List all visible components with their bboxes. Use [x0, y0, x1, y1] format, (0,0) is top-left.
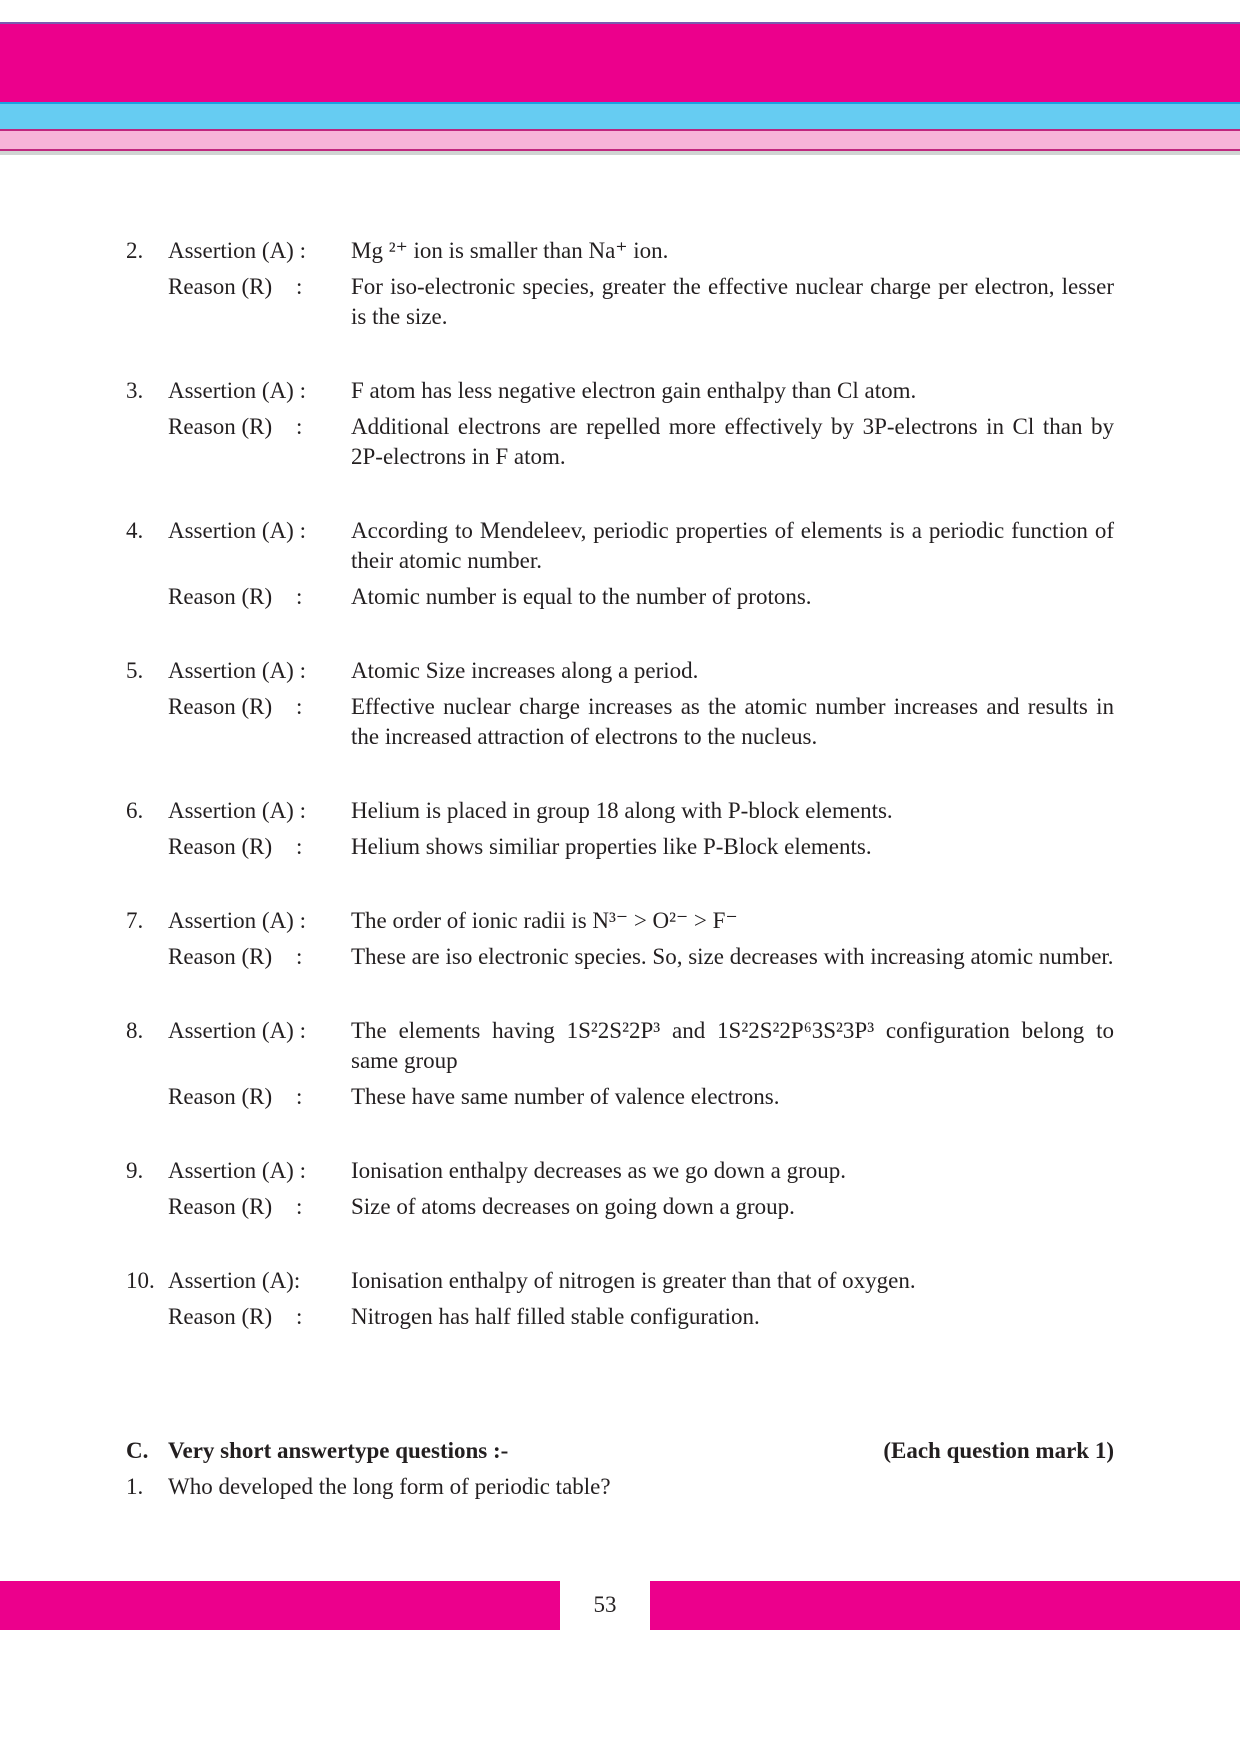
assertion-row [126, 796, 1114, 826]
reason-row [126, 412, 1114, 472]
item-number: 9. [126, 1158, 144, 1183]
spacer [311, 376, 351, 406]
assertion-row [126, 656, 1114, 686]
header-magenta-band [0, 24, 1240, 102]
reason-colon: : [296, 694, 303, 719]
reason-label: Reason (R) [168, 1084, 273, 1109]
assertion-label: Assertion (A) : [168, 378, 306, 403]
reason-label: Reason (R) [168, 694, 273, 719]
footer-band-left [0, 1581, 560, 1630]
question-number: 1. [126, 1474, 144, 1499]
footer-band-right [650, 1581, 1240, 1630]
item-number: 2. [126, 238, 144, 263]
section-c [126, 1436, 1114, 1502]
spacer [311, 796, 351, 826]
assertion-label: Assertion (A) : [168, 908, 306, 933]
assertion-row [126, 1016, 1114, 1076]
reason-text: Effective nuclear charge increases as the atomic number increases and results in the increased attraction of electrons to the nucleus. [351, 694, 1114, 749]
spacer [311, 906, 351, 936]
spacer [311, 656, 351, 686]
assertion-text: The elements having 1S²2S²2P³ and 1S²2S²2P⁶3S²3P³ configuration belong to same group [351, 1018, 1114, 1073]
assertion-text: According to Mendeleev, periodic properties of elements is a periodic function of their atomic number. [351, 518, 1114, 573]
assertion-label: Assertion (A) : [168, 518, 306, 543]
assertion-row [126, 1156, 1114, 1186]
reason-label: Reason (R) [168, 834, 273, 859]
header-gray-line [0, 151, 1240, 155]
reason-text: For iso-electronic species, greater the effective nuclear charge per electron, lesser is the size. [351, 274, 1114, 329]
assertion-row [126, 236, 1114, 266]
spacer [311, 236, 351, 266]
assertion-reason-list [126, 236, 1114, 1376]
header-blue-band [0, 104, 1240, 129]
reason-colon: : [296, 274, 303, 299]
assertion-reason-item [126, 796, 1114, 862]
assertion-reason-item [126, 1016, 1114, 1112]
assertion-label: Assertion (A): [168, 1268, 301, 1293]
assertion-text: Atomic Size increases along a period. [351, 658, 699, 683]
assertion-reason-item [126, 1156, 1114, 1222]
assertion-text: Helium is placed in group 18 along with P-block elements. [351, 798, 893, 823]
spacer [311, 1266, 351, 1296]
item-number: 4. [126, 518, 144, 543]
assertion-reason-item [126, 1266, 1114, 1332]
reason-colon: : [296, 1304, 303, 1329]
reason-colon: : [296, 584, 303, 609]
assertion-text: Ionisation enthalpy of nitrogen is greater than that of oxygen. [351, 1268, 916, 1293]
reason-label: Reason (R) [168, 1194, 273, 1219]
reason-colon: : [296, 1194, 303, 1219]
spacer [311, 1156, 351, 1186]
reason-label: Reason (R) [168, 274, 273, 299]
assertion-reason-item [126, 516, 1114, 612]
reason-label: Reason (R) [168, 1304, 273, 1329]
assertion-label: Assertion (A) : [168, 658, 306, 683]
section-heading [126, 1436, 1114, 1466]
header-light-pink-band [0, 131, 1240, 149]
reason-row [126, 582, 1114, 612]
assertion-label: Assertion (A) : [168, 798, 306, 823]
reason-label: Reason (R) [168, 944, 273, 969]
page-number: 53 [593, 1592, 617, 1617]
reason-row [126, 832, 1114, 862]
reason-label: Reason (R) [168, 584, 273, 609]
assertion-text: Mg ²⁺ ion is smaller than Na⁺ ion. [351, 238, 669, 263]
assertion-label: Assertion (A) : [168, 1158, 306, 1183]
reason-text: Atomic number is equal to the number of protons. [351, 584, 812, 609]
item-number: 8. [126, 1018, 144, 1043]
assertion-text: F atom has less negative electron gain enthalpy than Cl atom. [351, 378, 917, 403]
section-marks: (Each question mark 1) [883, 1438, 1114, 1463]
reason-row [126, 1302, 1114, 1332]
assertion-row [126, 1266, 1114, 1296]
reason-text: Nitrogen has half filled stable configuration. [351, 1304, 760, 1329]
item-number: 7. [126, 908, 144, 933]
assertion-row [126, 376, 1114, 406]
assertion-reason-item [126, 906, 1114, 972]
assertion-row [126, 516, 1114, 576]
assertion-reason-item [126, 656, 1114, 752]
reason-row [126, 1192, 1114, 1222]
section-letter: C. [126, 1438, 149, 1463]
item-number: 3. [126, 378, 144, 403]
item-number: 10. [126, 1268, 155, 1293]
reason-row [126, 272, 1114, 332]
reason-text: Helium shows similiar properties like P-Block elements. [351, 834, 872, 859]
assertion-label: Assertion (A) : [168, 238, 306, 263]
assertion-text: Ionisation enthalpy decreases as we go down a group. [351, 1158, 846, 1183]
question-text: Who developed the long form of periodic table? [168, 1474, 611, 1499]
assertion-label: Assertion (A) : [168, 1018, 306, 1043]
reason-text: Size of atoms decreases on going down a group. [351, 1194, 795, 1219]
reason-text: These are iso electronic species. So, size decreases with increasing atomic number. [351, 944, 1114, 969]
reason-colon: : [296, 944, 303, 969]
reason-text: These have same number of valence electrons. [351, 1084, 780, 1109]
assertion-row [126, 906, 1114, 936]
item-number: 5. [126, 658, 144, 683]
reason-row [126, 942, 1114, 972]
reason-colon: : [296, 834, 303, 859]
spacer [311, 1016, 351, 1076]
question-item [126, 1472, 1114, 1502]
section-title: Very short answertype questions :- [168, 1438, 509, 1463]
reason-row [126, 1082, 1114, 1112]
spacer [311, 516, 351, 576]
assertion-reason-item [126, 236, 1114, 332]
item-number: 6. [126, 798, 144, 823]
assertion-reason-item [126, 376, 1114, 472]
assertion-text: The order of ionic radii is N³⁻ > O²⁻ > F⁻ [351, 908, 738, 933]
reason-row [126, 692, 1114, 752]
reason-colon: : [296, 414, 303, 439]
reason-label: Reason (R) [168, 414, 273, 439]
reason-text: Additional electrons are repelled more effectively by 3P-electrons in Cl than by 2P-electrons in F atom. [351, 414, 1114, 469]
reason-colon: : [296, 1084, 303, 1109]
